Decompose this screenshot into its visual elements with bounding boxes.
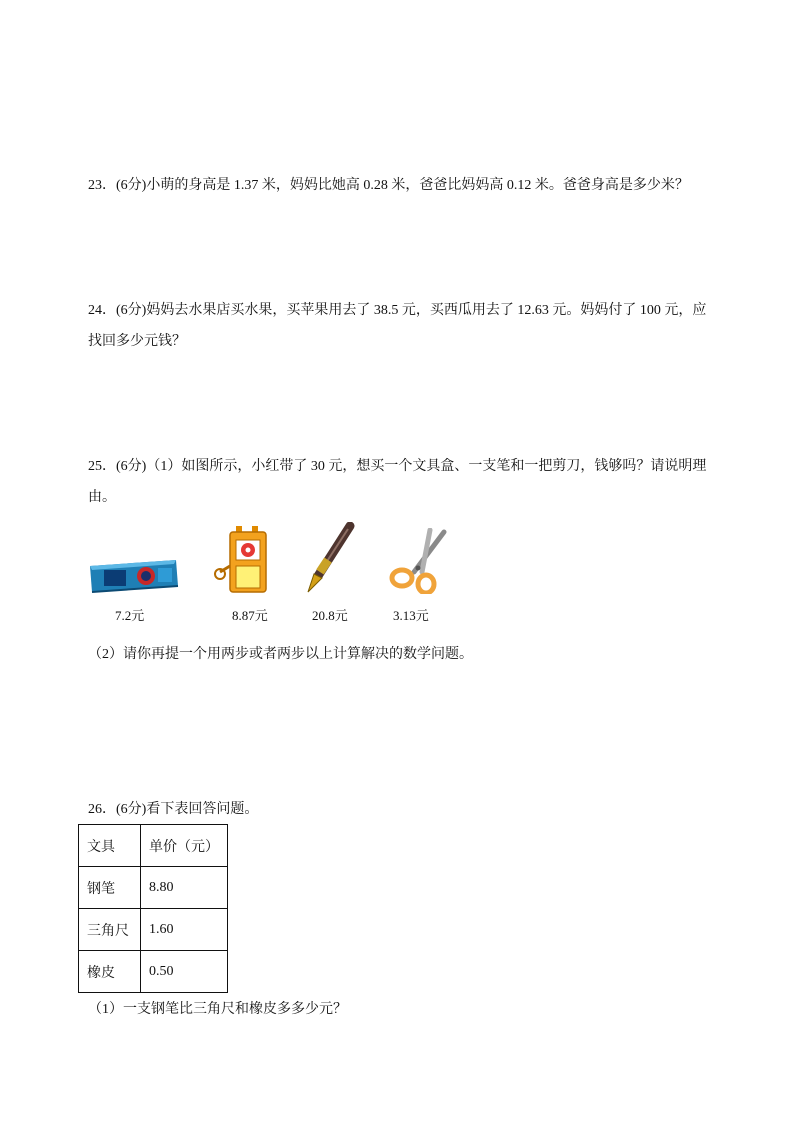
pencil-sharpener-icon — [212, 526, 278, 596]
question-25-line-1: 25．(6分)（1）如图所示，小红带了 30 元，想买一个文具盒、一支笔和一把剪刀，钱够吗？请说明理 — [88, 459, 707, 474]
question-26-intro: 26．(6分)看下表回答问题。 — [88, 802, 259, 817]
table-cell: 0.50 — [141, 951, 228, 993]
price-pencil-case: 7.2元 — [115, 608, 145, 623]
table-cell: 橡皮 — [79, 951, 141, 993]
question-26-sub-1: （1）一支钢笔比三角尺和橡皮多多少元？ — [88, 1002, 347, 1017]
price-fountain-pen: 20.8元 — [312, 608, 348, 623]
table-header-row — [79, 825, 228, 867]
price-table — [78, 824, 228, 993]
question-23: 23．(6分)小萌的身高是 1.37 米，妈妈比她高 0.28 米，爸爸比妈妈高 0.12 米。爸爸身高是多少米？ — [88, 178, 689, 193]
table-cell: 1.60 — [141, 909, 228, 951]
question-25-sub-2: （2）请你再提一个用两步或者两步以上计算解决的数学问题。 — [88, 647, 473, 662]
question-24-line-1: 24．(6分)妈妈去水果店买水果，买苹果用去了 38.5 元，买西瓜用去了 12.63 元。妈妈付了 100 元，应 — [88, 303, 707, 318]
table-row — [79, 909, 228, 951]
table-cell: 三角尺 — [79, 909, 141, 951]
price-pencil-sharpener: 8.87元 — [232, 608, 268, 623]
question-25-line-2: 由。 — [88, 490, 116, 505]
table-cell: 8.80 — [141, 867, 228, 909]
question-24-line-2: 找回多少元钱？ — [88, 334, 186, 349]
fountain-pen-icon — [300, 522, 356, 594]
pencil-case-icon — [88, 556, 180, 596]
table-cell: 钢笔 — [79, 867, 141, 909]
table-row — [79, 867, 228, 909]
scissors-icon — [388, 528, 450, 594]
table-header-cell: 文具 — [79, 825, 141, 867]
table-header-cell: 单价（元） — [141, 825, 228, 867]
price-scissors: 3.13元 — [393, 608, 429, 623]
table-row — [79, 951, 228, 993]
